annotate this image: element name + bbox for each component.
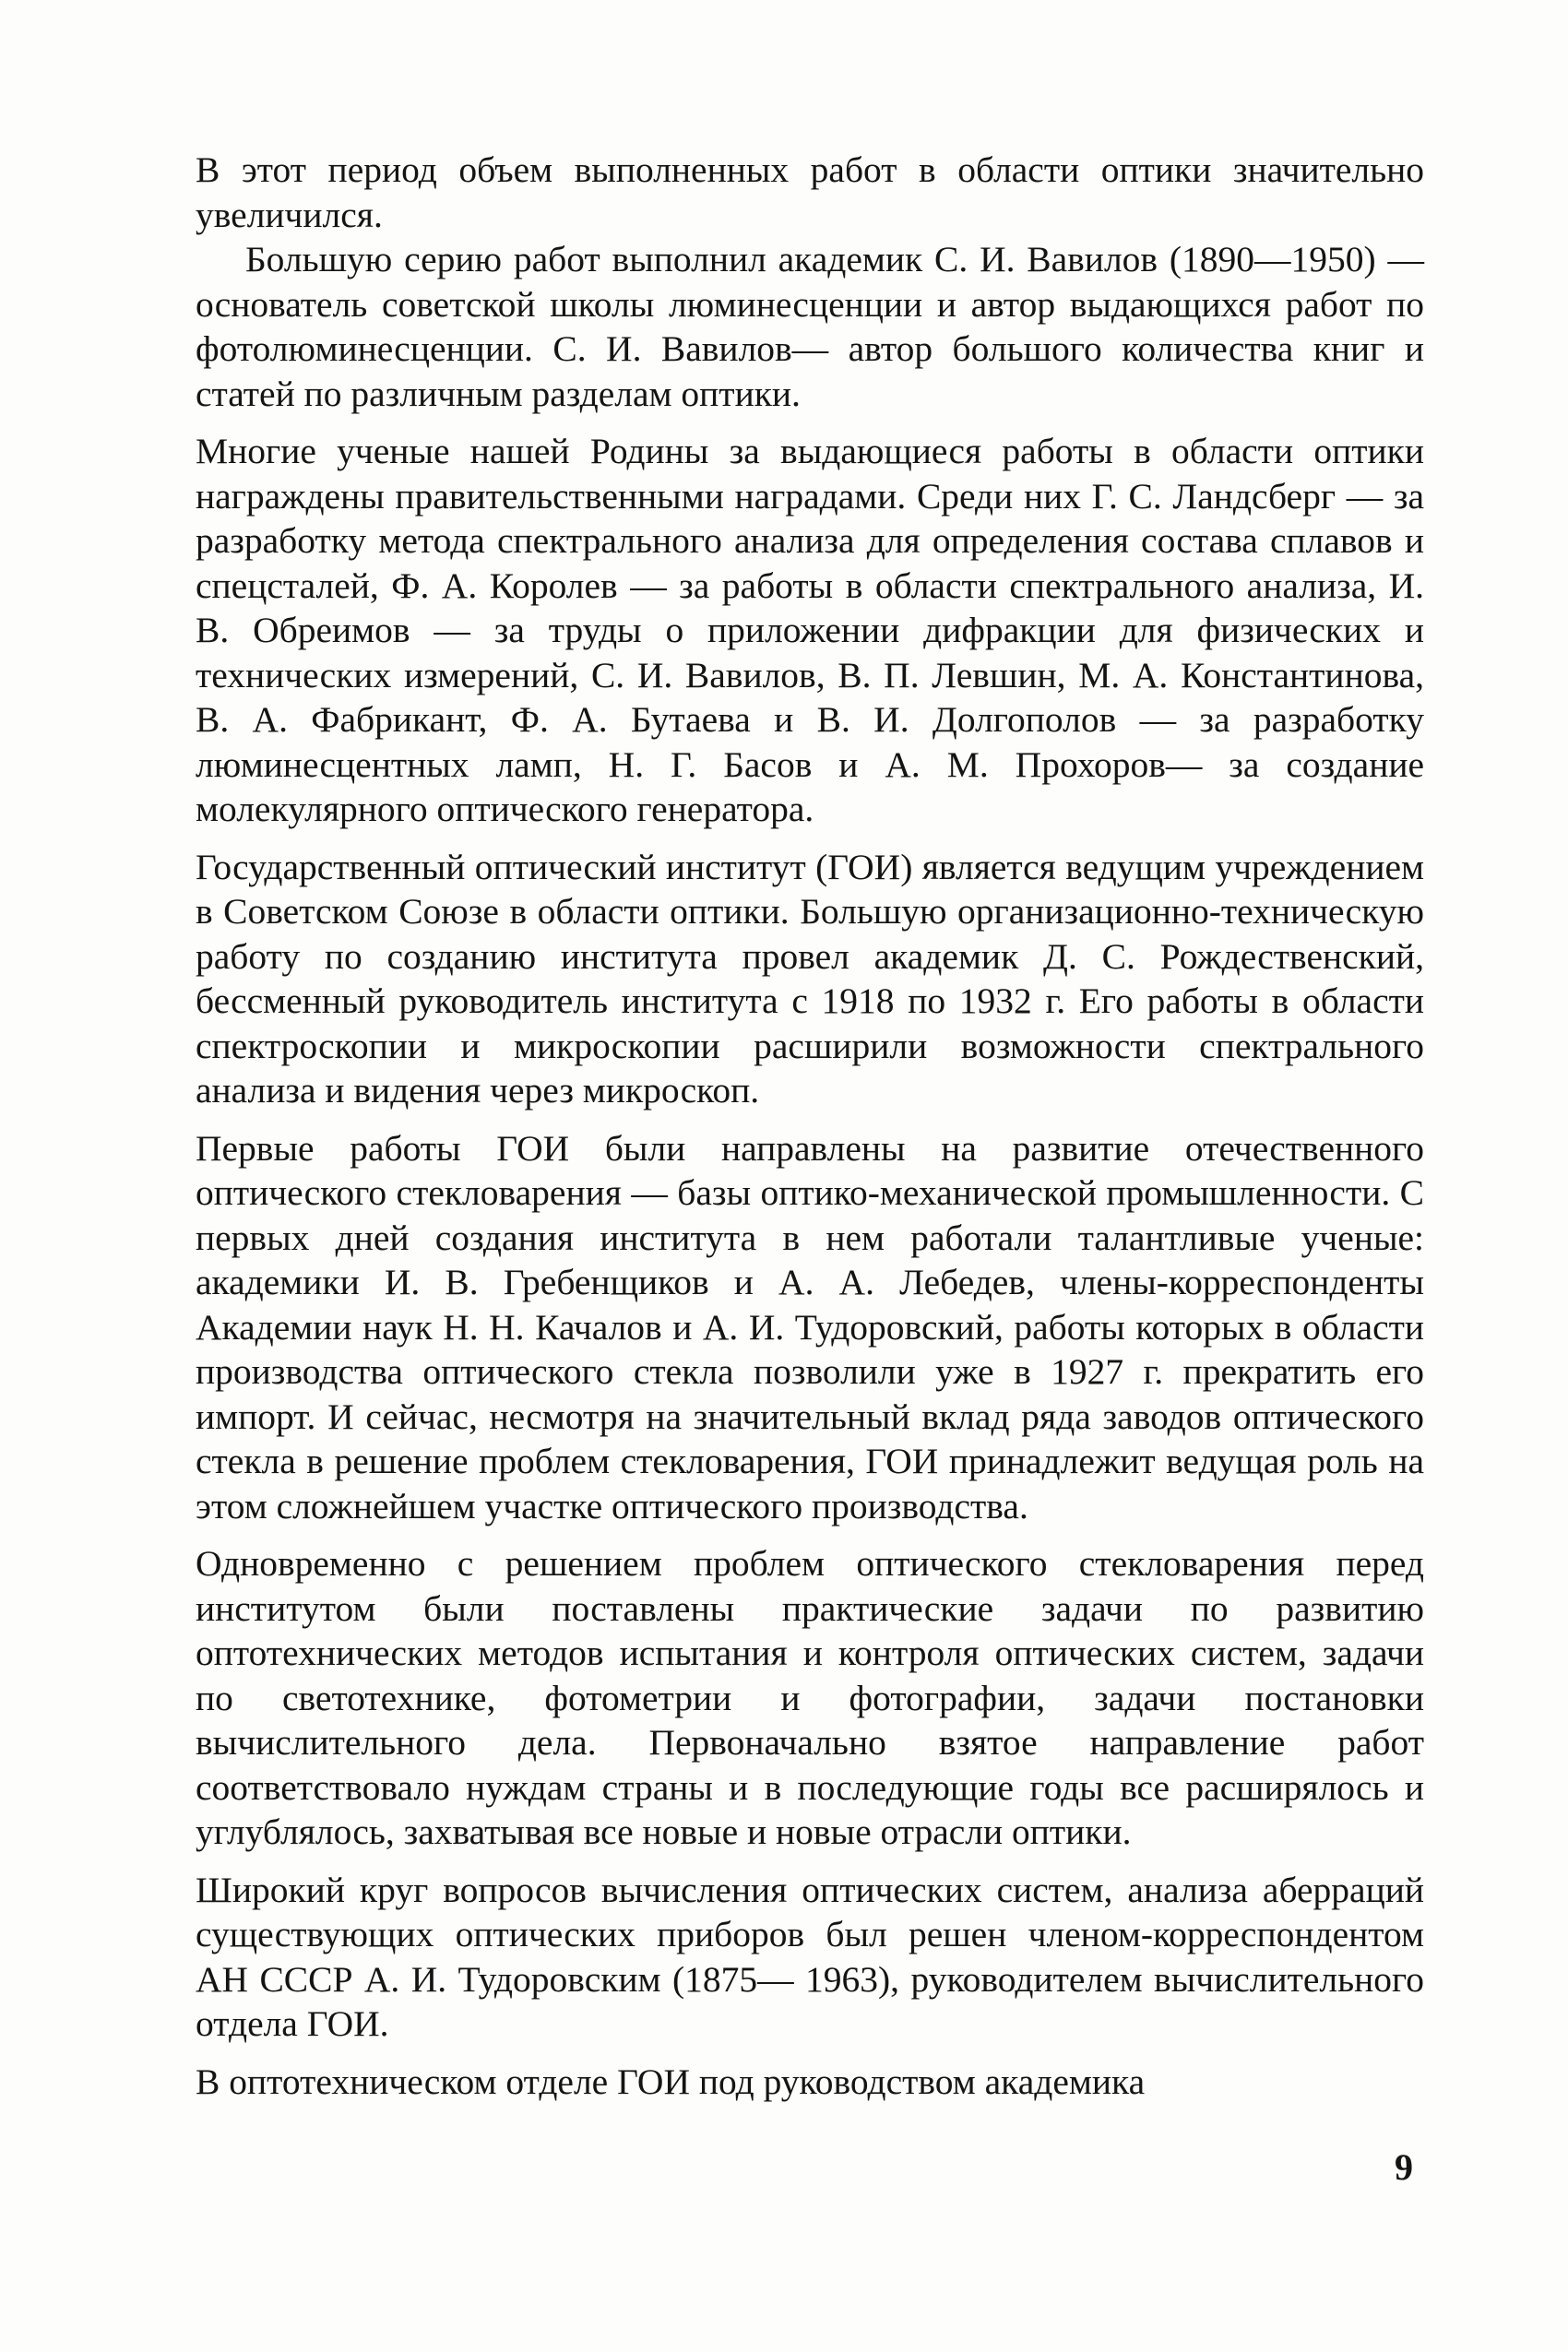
body-text: [196, 148, 1424, 2104]
paragraph-7: Широкий круг вопросов вычисления оптических систем, анализа аберраций существующих оптических приборов был решен членом-корреспондентом АН СССР А. И. Тудоровским (1875— 1963), руководителем вычислительного отдела ГОИ.: [196, 1869, 1424, 2044]
paragraph-5: Первые работы ГОИ были направлены на развитие отечественного оптического стекловарения — базы оптико-механической промышленности. С первых дней создания института в нем работали талантливые ученые: академики И. В. Гребенщиков и А. А. Лебедев, члены-корреспонденты Академии наук Н. Н. Качалов и А. И. Тудоровский, работы которых в области производства оптического стекла позволили уже в 1927 г. прекратить его импорт. И сейчас, несмотря на значительный вклад ряда заводов оптического стекла в решение проблем стекловарения, ГОИ принадлежит ведущая роль на этом сложнейшем участке оптического производства.: [196, 1127, 1424, 1526]
paragraph-2: Большую серию работ выполнил академик С. И. Вавилов (1890—1950) — основатель советской школы люминесценции и автор выдающихся работ по фотолюминесценции. С. И. Вавилов— автор большого количества книг и статей по различным разделам оптики.: [196, 239, 1424, 414]
paragraph-4: Государственный оптический институт (ГОИ) является ведущим учреждением в Советском Союзе в области оптики. Большую организационно-техническую работу по созданию института провел академик Д. С. Рождественский, бессменный руководитель института с 1918 по 1932 г. Его работы в области спектроскопии и микроскопии расширили возможности спектрального анализа и видения через микроскоп.: [196, 846, 1424, 1111]
page-number: 9: [1395, 2146, 1413, 2188]
paragraph-3: Многие ученые нашей Родины за выдающиеся работы в области оптики награждены правительственными наградами. Среди них Г. С. Ландсберг — за разработку метода спектрального анализа для определения состава сплавов и спецсталей, Ф. А. Королев — за работы в области спектрального анализа, И. В. Обреимов — за труды о приложении дифракции для физических и технических измерений, С. И. Вавилов, В. П. Левшин, М. А. Константинова, В. А. Фабрикант, Ф. А. Бутаева и В. И. Долгополов — за разработку люминесцентных ламп, Н. Г. Басов и А. М. Прохоров— за создание молекулярного оптического генератора.: [196, 431, 1424, 829]
paragraph-1: В этот период объем выполненных работ в области оптики значительно увеличился.: [196, 149, 1424, 235]
paragraph-8: В оптотехническом отделе ГОИ под руководством академика: [196, 2061, 1146, 2102]
paragraph-6: Одновременно с решением проблем оптического стекловарения перед институтом были поставлены практические задачи по развитию оптотехнических методов испытания и контроля оптических систем, задачи по светотехнике, фотометрии и фотографии, задачи постановки вычислительного дела. Первоначально взятое направление работ соответствовало нуждам страны и в последующие годы все расширялось и углублялось, захватывая все новые и новые отрасли оптики.: [196, 1543, 1424, 1852]
